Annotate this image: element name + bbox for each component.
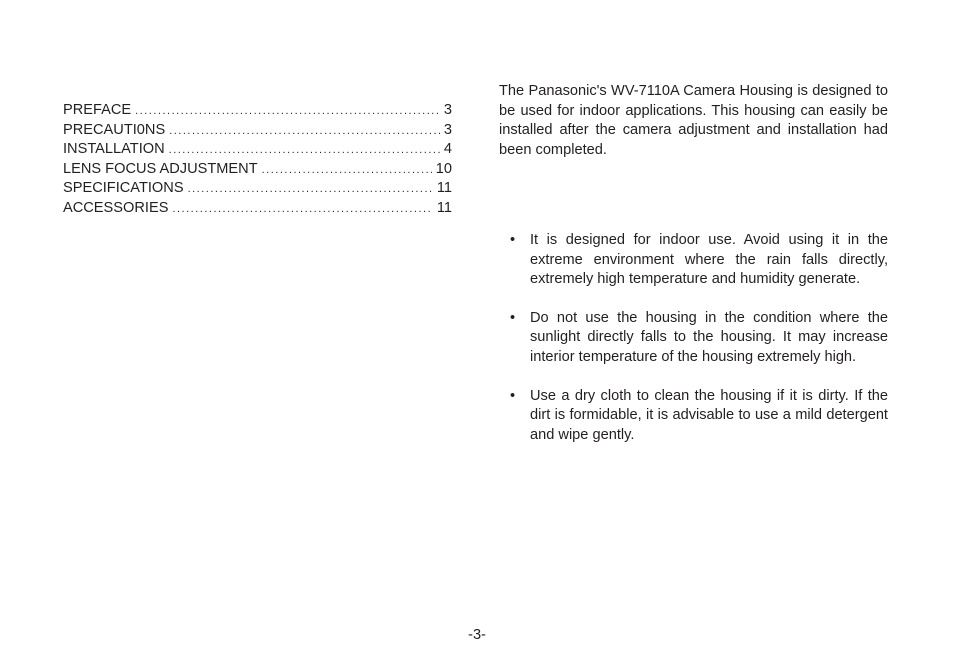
toc-leader-dots	[188, 180, 433, 200]
toc-entry-title: INSTALLATION	[63, 141, 165, 157]
toc-entry-installation[interactable]	[63, 140, 452, 160]
toc-entry-title: SPECIFICATIONS	[63, 180, 184, 196]
precaution-item	[510, 309, 888, 368]
page-number: -3-	[468, 627, 486, 643]
toc-leader-dots	[262, 161, 432, 181]
toc-entry-page: 3	[443, 102, 452, 118]
toc-entry-specifications[interactable]	[63, 179, 452, 199]
toc-entry-title: PREFACE	[63, 102, 132, 118]
preface-paragraph: The Panasonic's WV-7110A Camera Housing is designed to be used for indoor applications. This housing can easily be installed after the camera adjustment and installation had been completed.	[499, 83, 888, 158]
toc-entry-lens-focus-adjustment[interactable]	[63, 160, 452, 180]
toc-entry-page: 10	[435, 160, 452, 177]
toc-leader-dots	[172, 200, 432, 220]
toc-entry-page: 11	[436, 199, 452, 216]
toc-leader-dots	[169, 122, 440, 142]
bullet-icon: •	[510, 309, 516, 326]
toc-entry-precautions[interactable]	[63, 121, 452, 141]
toc-entry-title: PRECAUTI0NS	[63, 121, 166, 138]
precaution-text: Use a dry cloth to clean the housing if it is dirty. If the dirt is formidable, it is advisable to use a mild detergent and wipe gently.	[530, 387, 888, 443]
precaution-text: Do not use the housing in the condition where the sunlight directly falls to the housing. It may increase interior temperature of the housing extremely high.	[530, 309, 888, 365]
toc-entry-preface[interactable]	[63, 101, 452, 121]
toc-entry-title: LENS FOCUS ADJUSTMENT	[63, 160, 258, 177]
toc-entry-page: 3	[443, 121, 452, 138]
precaution-text: It is designed for indoor use. Avoid using it in the extreme environment where the rain falls directly, extremely high temperature and humidity generate.	[530, 232, 888, 288]
toc-entry-accessories[interactable]	[63, 199, 452, 219]
toc-entry-page: 11	[436, 180, 452, 196]
bullet-icon: •	[510, 387, 516, 404]
toc-leader-dots	[135, 102, 440, 122]
precautions-list	[510, 231, 888, 464]
precaution-item	[510, 231, 888, 290]
toc-entry-title: ACCESSORIES	[63, 199, 169, 216]
toc-leader-dots	[169, 141, 440, 161]
toc-entry-page: 4	[443, 141, 452, 157]
table-of-contents	[63, 101, 452, 218]
bullet-icon: •	[510, 232, 516, 248]
precaution-item	[510, 387, 888, 446]
